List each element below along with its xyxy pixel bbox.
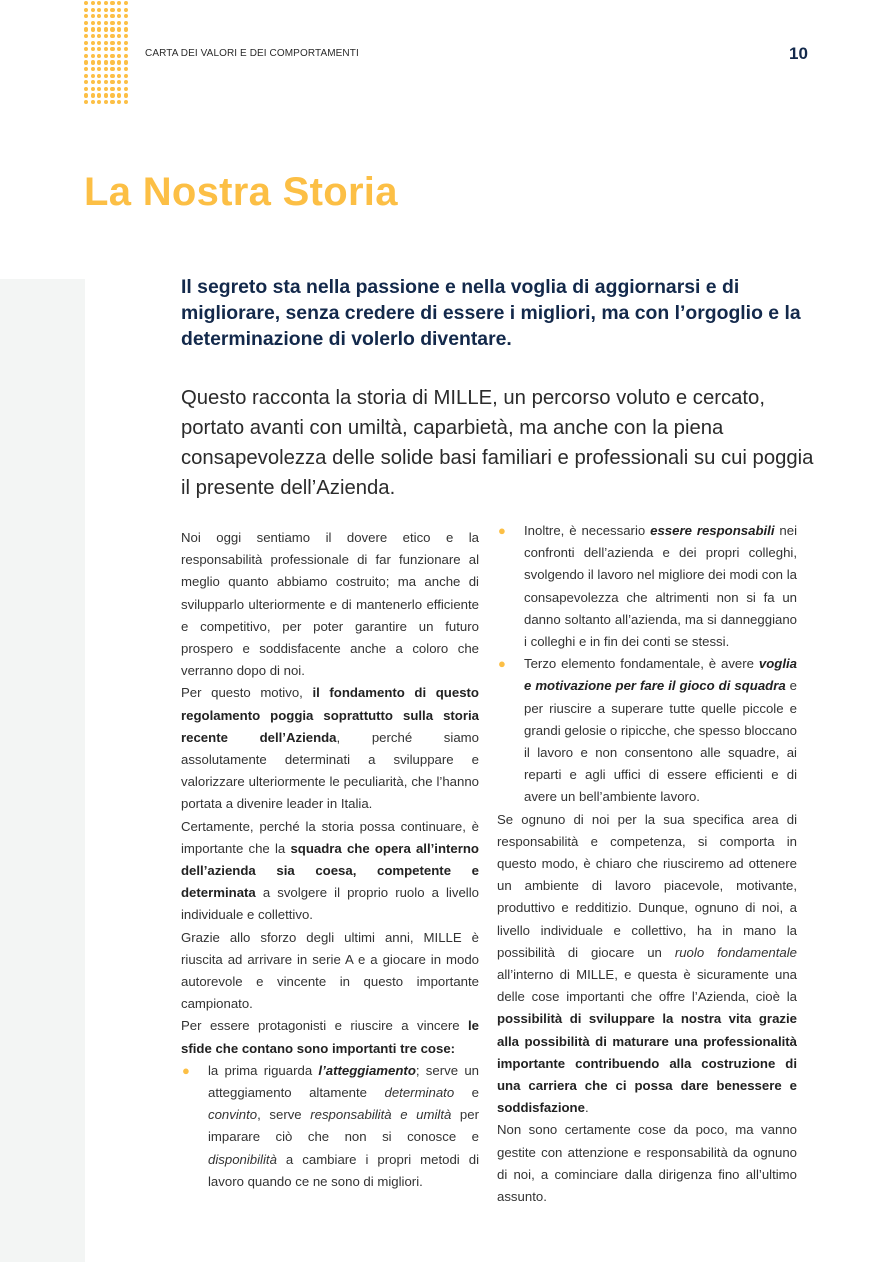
dot: [117, 54, 121, 58]
dot: [110, 34, 114, 38]
dot: [124, 67, 128, 71]
dot: [110, 1, 114, 5]
dot: [117, 93, 121, 97]
paragraph: Se ognuno di noi per la sua specifica area di responsabilità e competenza, si comporta in questo modo, è chiaro che riusciremo ad ottenere un ambiente di lavoro piacevole, motivante, produttivo e redditizio. Dunque, ognuno di noi, a livello individuale e collettivo, ha in mano la possibilità di giocare un ruolo fondamentale all’interno di MILLE, e questa è sicuramente una delle cose importanti che offre l’Azienda, cioè la possibilità di sviluppare la nostra vita grazie alla possibilità di maturare una professionalità importante contribuendo alla costruzione di una carriera che ci possa dare benessere e soddisfazione.: [497, 811, 798, 1116]
dot: [104, 34, 108, 38]
dot: [91, 74, 95, 78]
dot: [110, 14, 114, 18]
dot: [110, 87, 114, 91]
dot: [84, 14, 88, 18]
dot: [110, 21, 114, 25]
dot: [110, 93, 114, 97]
dot: [124, 60, 128, 64]
dot: [124, 47, 128, 51]
dot: [110, 54, 114, 58]
dot: [110, 67, 114, 71]
dot: [110, 74, 114, 78]
dot: [124, 87, 128, 91]
dot: [97, 47, 101, 51]
dot: [104, 60, 108, 64]
dot: [124, 41, 128, 45]
dot: [97, 1, 101, 5]
dot: [104, 80, 108, 84]
dot: [84, 34, 88, 38]
dot: [117, 67, 121, 71]
dot: [124, 74, 128, 78]
dot: [91, 27, 95, 31]
dot: [117, 87, 121, 91]
dot: [104, 14, 108, 18]
dot: [104, 67, 108, 71]
dot: [110, 8, 114, 12]
dot: [124, 93, 128, 97]
dot: [84, 54, 88, 58]
dot: [91, 8, 95, 12]
dot: [124, 8, 128, 12]
dot: [104, 1, 108, 5]
bullet-icon: ●: [182, 1062, 190, 1078]
side-panel-background: [0, 279, 85, 1262]
bullet-list: [497, 520, 797, 809]
dot: [97, 34, 101, 38]
dot: [97, 100, 101, 104]
dot: [84, 1, 88, 5]
paragraph: Grazie allo sforzo degli ultimi anni, MILLE è riuscita ad arrivare in serie A e a giocare in modo autorevole e vincente in questo importante campionato.: [181, 929, 479, 1012]
dot: [124, 27, 128, 31]
list-item: ● la prima riguarda l’atteggiamento; serve un atteggiamento altamente determinato e convinto, serve responsabilità e umiltà per imparare ciò che non si conosce e disponibilità a cambiare i propri metodi di lavoro quando ce ne sono di migliori.: [181, 1060, 479, 1193]
dot: [91, 54, 95, 58]
dot: [117, 14, 121, 18]
dot: [84, 8, 88, 12]
dot: [97, 27, 101, 31]
dot: [91, 47, 95, 51]
dot: [104, 100, 108, 104]
dot: [97, 67, 101, 71]
paragraph: Certamente, perché la storia possa continuare, è importante che la squadra che opera all’interno dell’azienda sia coesa, competente e determinata a svolgere il proprio ruolo a livello individuale e collettivo.: [181, 818, 479, 923]
dot: [124, 21, 128, 25]
dot: [110, 47, 114, 51]
dot: [104, 54, 108, 58]
list-item: ● Inoltre, è necessario essere responsabili nei confronti dell’azienda e dei propri colleghi, svolgendo il lavoro nel migliore dei modi con la consapevolezza che altrimenti non si fa un danno soltanto all’azienda, ma si danneggiano i colleghi e in fin dei conti se stessi.: [497, 520, 797, 653]
dot: [117, 21, 121, 25]
list-item: ● Terzo elemento fondamentale, è avere voglia e motivazione per fare il gioco di squadra e per riuscire a superare tutte quelle piccole e grandi gelosie o ripicche, che spesso bloccano il lavoro e non consentono alle squadre, ai reparti e agli uffici di essere efficienti e di avere un bell’ambiente lavoro.: [497, 653, 797, 808]
dot: [104, 93, 108, 97]
bullet-list: [181, 1060, 479, 1193]
dot: [110, 60, 114, 64]
dot: [97, 87, 101, 91]
dot: [84, 27, 88, 31]
dot: [104, 87, 108, 91]
paragraph: Per essere protagonisti e riuscire a vincere le sfide che contano sono importanti tre cose:: [181, 1018, 479, 1056]
dot: [84, 80, 88, 84]
dot: [110, 80, 114, 84]
left-column: [181, 527, 479, 1193]
dot: [91, 100, 95, 104]
dot: [97, 93, 101, 97]
dot: [104, 8, 108, 12]
dot: [91, 21, 95, 25]
dot: [97, 14, 101, 18]
dot: [104, 41, 108, 45]
dot: [91, 93, 95, 97]
dot: [124, 14, 128, 18]
dot: [84, 47, 88, 51]
dot: [104, 21, 108, 25]
dot: [84, 21, 88, 25]
dot: [110, 27, 114, 31]
page-title: La Nostra Storia: [84, 170, 398, 214]
dot: [84, 41, 88, 45]
dot: [91, 87, 95, 91]
dot: [84, 60, 88, 64]
dot: [91, 41, 95, 45]
dot: [97, 21, 101, 25]
dot: [104, 47, 108, 51]
dot: [84, 74, 88, 78]
dot: [117, 1, 121, 5]
dot: [117, 41, 121, 45]
intro-paragraph: Questo racconta la storia di MILLE, un percorso voluto e cercato, portato avanti con umiltà, caparbietà, ma anche con la piena consapevolezza delle solide basi familiari e professionali su cui poggia il presente dell’Azienda.: [181, 387, 814, 499]
paragraph: Per questo motivo, il fondamento di questo regolamento poggia soprattutto sulla storia recente dell’Azienda, perché siamo assolutamente determinati a sviluppare e valorizzare ulteriormente le peculiarità, che l’hanno portata a divenire leader in Italia.: [181, 685, 479, 812]
dot: [97, 74, 101, 78]
dot: [117, 60, 121, 64]
paragraph: Noi oggi sentiamo il dovere etico e la responsabilità professionale di far funzionare al meglio quanto abbiamo costruito; ma anche di svilupparlo ulteriormente e di mantenerlo efficiente e competitivo, per poter garantire un futuro prospero e soddisfacente anche a coloro che verranno dopo di noi.: [181, 530, 479, 679]
dot: [104, 27, 108, 31]
dot: [91, 80, 95, 84]
dot: [91, 1, 95, 5]
dot: [91, 34, 95, 38]
dot: [97, 60, 101, 64]
dot: [117, 34, 121, 38]
dot: [97, 54, 101, 58]
dot: [84, 100, 88, 104]
dot: [117, 74, 121, 78]
dot: [104, 74, 108, 78]
dot: [110, 100, 114, 104]
running-head: CARTA DEI VALORI E DEI COMPORTAMENTI: [145, 48, 359, 59]
dot: [91, 60, 95, 64]
dot: [117, 8, 121, 12]
dot: [91, 67, 95, 71]
dot: [124, 54, 128, 58]
dot: [117, 27, 121, 31]
bullet-icon: ●: [498, 523, 506, 538]
dot: [117, 47, 121, 51]
bullet-icon: ●: [498, 656, 506, 672]
dot: [124, 80, 128, 84]
dot: [117, 80, 121, 84]
dot: [110, 41, 114, 45]
dot: [97, 80, 101, 84]
dot-grid-decoration: [84, 1, 130, 107]
dot: [124, 100, 128, 104]
dot: [84, 93, 88, 97]
dot: [124, 34, 128, 38]
right-column: [497, 520, 797, 1208]
dot: [84, 67, 88, 71]
dot: [124, 1, 128, 5]
dot: [91, 14, 95, 18]
dot: [97, 41, 101, 45]
lead-paragraph: Il segreto sta nella passione e nella voglia di aggiornarsi e di migliorare, senza credere di essere i migliori, ma con l’orgoglio e la determinazione di volerlo diventare.: [181, 276, 801, 350]
page-number: 10: [789, 44, 808, 63]
dot: [117, 100, 121, 104]
dot: [84, 87, 88, 91]
paragraph: Non sono certamente cose da poco, ma vanno gestite con attenzione e responsabilità da ognuno di noi, a cominciare dalla dirigenza fino all’ultimo assunto.: [497, 1122, 797, 1205]
dot: [97, 8, 101, 12]
